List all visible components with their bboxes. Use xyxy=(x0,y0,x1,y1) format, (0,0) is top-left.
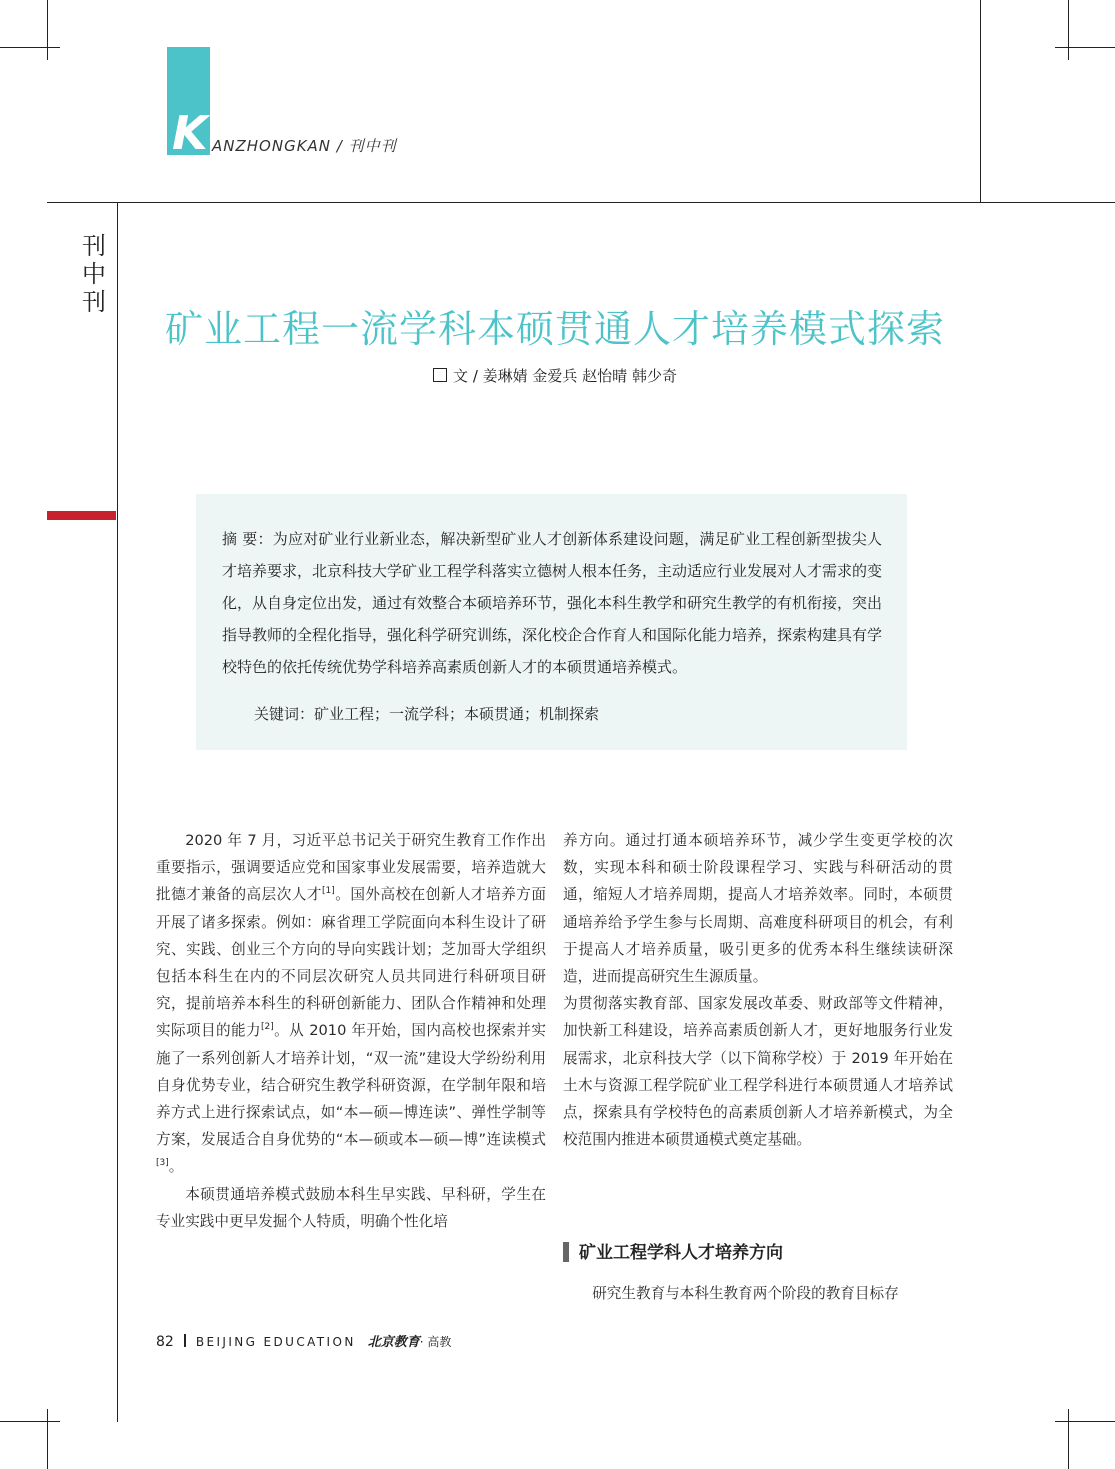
section-marker-icon xyxy=(563,1242,569,1262)
paragraph-text: 2020 年 7 月，习近平总书记关于研究生教育工作作出重要指示，强调要适应党和国家事业发展需要，培养造就大批德才兼备的高层次人才 xyxy=(156,832,546,904)
keywords xyxy=(254,703,599,724)
crop-mark xyxy=(0,1421,60,1422)
paragraph: 养方向。通过打通本硕培养环节，减少学生变更学校的次数，实现本科和硕士阶段课程学习、实践与科研活动的贯通，缩短人才培养周期，提高人才培养效率。同时，本硕贯通培养给予学生参与长周期、高难度科研项目的机会，有利于提高人才培养质量，吸引更多的优秀本科生继续读研深造，进而提高研究生生源质量。 xyxy=(563,832,953,986)
journal-name: BEIJING EDUCATION xyxy=(195,1335,356,1349)
article-authors xyxy=(120,365,990,386)
paragraph-text: 。国外高校在创新人才培养方面开展了诸多探索。例如：麻省理工学院面向本科生设计了研究、实践、创业三个方向的导向实践计划；芝加哥大学组织包括本科生在内的不同层次研究人员共同进行科研项目研究，提前培养本科生的科研创新能力、团队合作精神和处理实际项目的能力 xyxy=(156,886,546,1040)
abstract-label: 摘 要： xyxy=(222,530,273,548)
header-logo-letter: K xyxy=(172,106,208,160)
red-accent-bar xyxy=(47,511,116,520)
crop-mark xyxy=(1068,1409,1069,1469)
author-list: 文 / 姜琳婧 金爱兵 赵怡晴 韩少奇 xyxy=(453,367,677,385)
abstract-text: 为应对矿业行业新业态，解决新型矿业人才创新体系建设问题，满足矿业工程创新型拔尖人才培养要求，北京科技大学矿业工程学科落实立德树人根本任务，主动适应行业发展对人才需求的变化，从自身定位出发，通过有效整合本硕培养环节，强化本科生教学和研究生教学的有机衔接，突出指导教师的全程化指导，强化科学研究训练，深化校企合作育人和国际化能力培养，探索构建具有学校特色的依托传统优势学科培养高素质创新人才的本硕贯通培养模式。 xyxy=(222,530,883,676)
trim-line-right xyxy=(980,0,981,202)
crop-mark xyxy=(47,0,48,60)
paragraph-text: 。 xyxy=(168,1158,184,1176)
side-section-label: 刊中刊 xyxy=(82,232,106,316)
page-number: 82 xyxy=(156,1334,174,1350)
keywords-text: 矿业工程；一流学科；本硕贯通；机制探索 xyxy=(314,705,600,723)
abstract xyxy=(222,523,882,683)
crop-mark xyxy=(1055,47,1115,48)
page-footer xyxy=(156,1331,451,1350)
section-heading xyxy=(563,1238,783,1263)
paragraph: 本硕贯通培养模式鼓励本科生早实践、早科研，学生在专业实践中更早发掘个人特质，明确个性化培 xyxy=(156,1185,546,1230)
crop-mark xyxy=(47,1409,48,1469)
reference-marker: [1] xyxy=(321,886,335,897)
footer-separator xyxy=(184,1334,186,1347)
paragraph: 研究生教育与本科生教育两个阶段的教育目标存 xyxy=(592,1285,899,1302)
article-title: 矿业工程一流学科本硕贯通人才培养模式探索 xyxy=(164,307,945,351)
header-rule xyxy=(47,202,1115,203)
trim-line-left xyxy=(117,202,118,1422)
journal-brand-logo: 北京教育 xyxy=(367,1335,420,1350)
keywords-label: 关键词： xyxy=(254,705,315,723)
body-column-right xyxy=(563,827,953,1153)
section-heading-text: 矿业工程学科人才培养方向 xyxy=(579,1243,783,1263)
reference-marker: [3] xyxy=(156,1158,169,1169)
author-box-icon xyxy=(433,368,447,382)
header-section-text: ANZHONGKAN / 刊中刊 xyxy=(212,137,397,155)
journal-subtitle: · 高教 xyxy=(419,1335,452,1349)
paragraph xyxy=(156,827,546,1181)
paragraph-text: 。从 2010 年开始，国内高校也探索并实施了一系列创新人才培养计划，“双一流”建设大学纷纷利用自身优势专业，结合研究生教学科研资源，在学制年限和培养方式上进行探索试点，如“本—硕—博连读”、弹性学制等方案，发展适合自身优势的“本—硕或本—硕—博”连读模式 xyxy=(156,1022,546,1149)
crop-mark xyxy=(0,47,60,48)
body-column-left xyxy=(156,827,546,1235)
crop-mark xyxy=(1055,1421,1115,1422)
reference-marker: [2] xyxy=(261,1022,274,1033)
crop-mark xyxy=(1068,0,1069,60)
paragraph: 为贯彻落实教育部、国家发展改革委、财政部等文件精神，加快新工科建设，培养高素质创新人才，更好地服务行业发展需求，北京科技大学（以下简称学校）于 2019 年开始在土木与资源工程学院矿业工程学科进行本硕贯通人才培养试点，探索具有学校特色的高素质创新人才培养新模式，为全校范围内推进本硕贯通模式奠定基础。 xyxy=(563,995,953,1149)
